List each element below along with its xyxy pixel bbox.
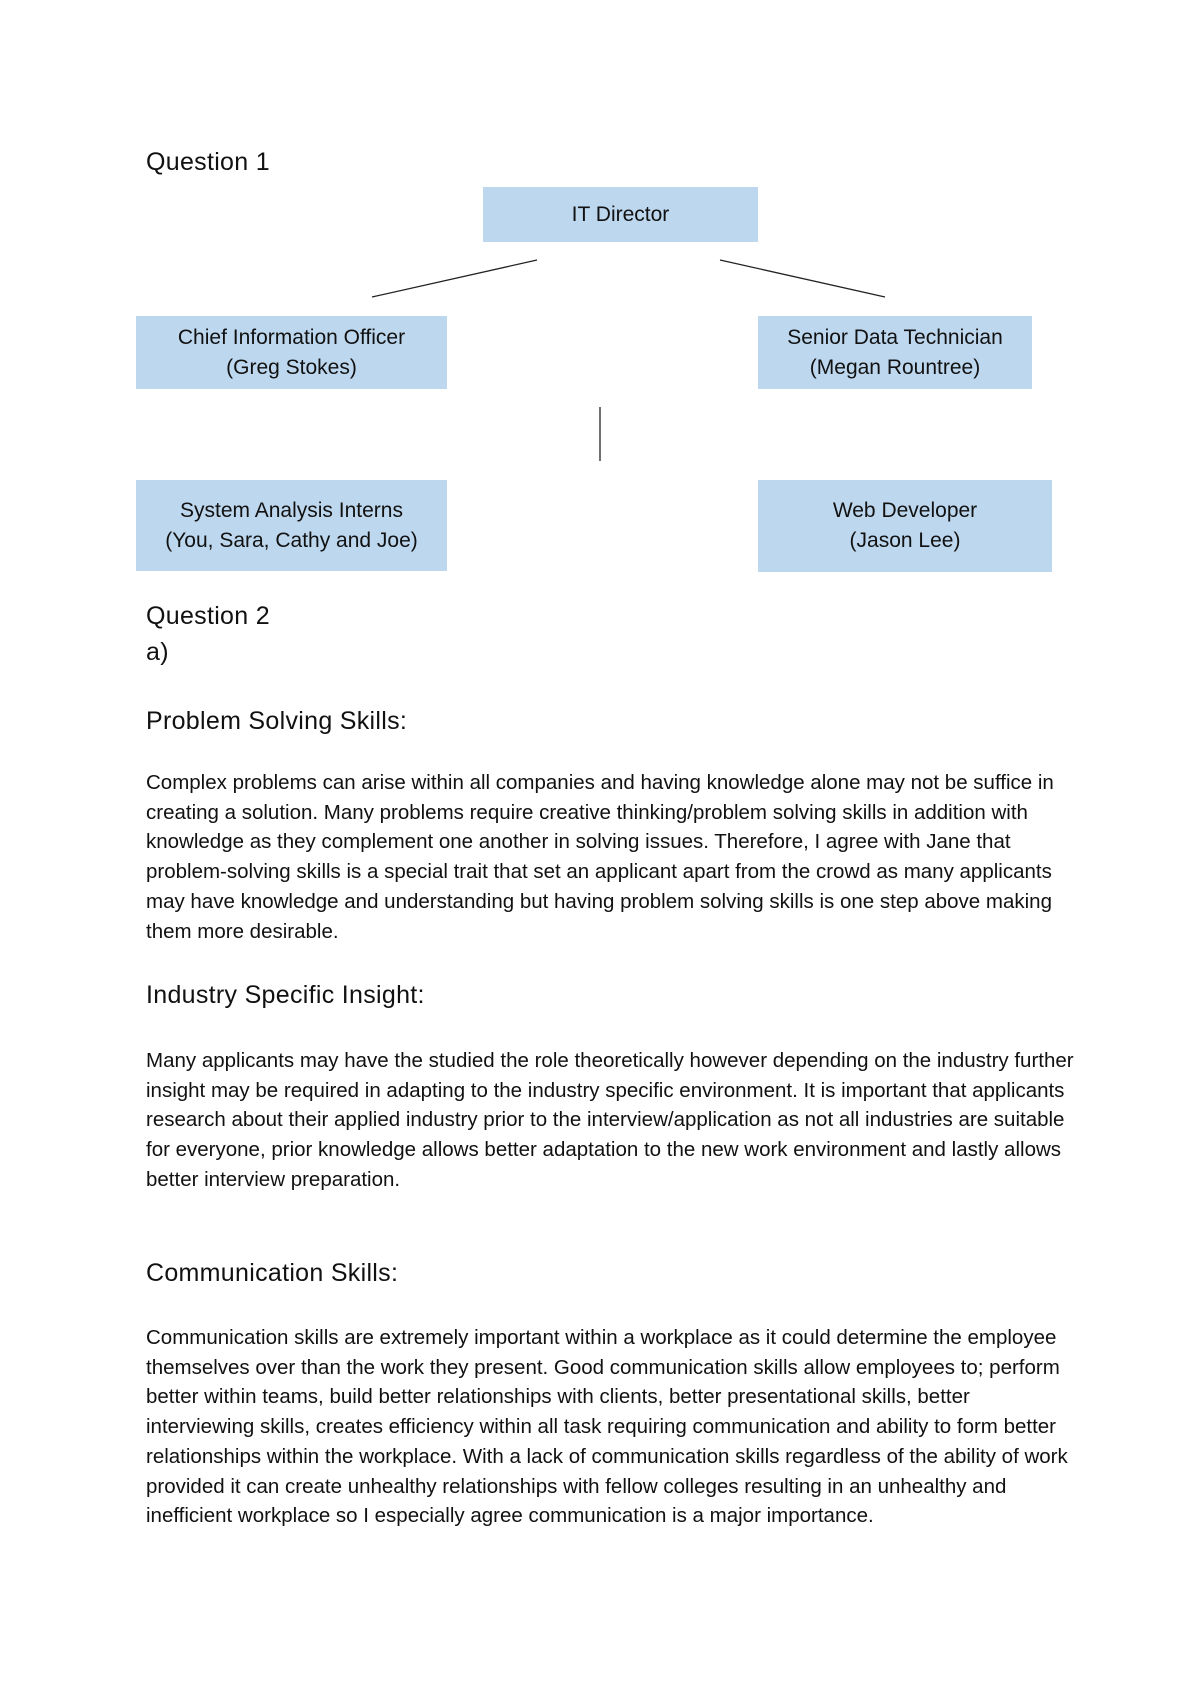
box-chief-information-officer <box>136 316 447 389</box>
section-title-problem-solving: Problem Solving Skills: <box>146 707 408 735</box>
section-body-industry-insight: Many applicants may have the studied the role theoretically however depending on the industry further insight may be required in adapting to the industry specific environment. It is important that applicants research about their applied industry prior to the interview/application as not all industries are suitable for everyone, prior knowledge allows better adaptation to the new work environment and lastly allows better interview preparation. <box>146 1049 1074 1191</box>
senior-tech-name: (Megan Rountree) <box>809 355 981 379</box>
question-2-heading: Question 2 <box>146 602 270 630</box>
box-senior-data-technician <box>758 316 1032 389</box>
interns-name: (You, Sara, Cathy and Joe) <box>165 528 418 552</box>
org-chart-connectors <box>0 0 1200 520</box>
cio-name: (Greg Stokes) <box>226 355 357 379</box>
section-body-problem-solving: Complex problems can arise within all companies and having knowledge alone may not be suffice in creating a solution. Many problems require creative thinking/problem solving skills in addition with knowledge as they complement one another in solving issues. Therefore, I agree with Jane that problem-solving skills is a special trait that set an applicant apart from the crowd as many applicants may have knowledge and understanding but having problem solving skills is one step above making them more desirable. <box>146 771 1054 943</box>
question-2-part-label: a) <box>146 638 169 666</box>
connector-director-to-cio <box>372 260 537 297</box>
section-body-communication: Communication skills are extremely important within a workplace as it could determine the employee themselves over than the work they present. Good communication skills allow employees to; perform better within teams, build better relationships with clients, better presentational skills, better interviewing skills, creates efficiency within all task requiring communication and ability to form better relationships within the workplace. With a lack of communication skills regardless of the ability of work provided it can create unhealthy relationships with fellow colleges resulting in an unhealthy and inefficient workplace so I especially agree communication is a major importance. <box>146 1326 1068 1528</box>
connector-director-to-technician <box>720 260 885 297</box>
box-system-analysis-interns <box>136 480 447 571</box>
question-1-heading: Question 1 <box>146 148 270 176</box>
section-title-industry-insight: Industry Specific Insight: <box>146 981 425 1009</box>
interns-title: System Analysis Interns <box>180 498 403 522</box>
web-dev-title: Web Developer <box>832 499 978 522</box>
senior-tech-title: Senior Data Technician <box>787 325 1003 349</box>
web-dev-name: (Jason Lee) <box>849 529 961 552</box>
section-title-communication: Communication Skills: <box>146 1259 399 1287</box>
box-it-director <box>483 187 758 242</box>
box-web-developer <box>758 480 1052 572</box>
cio-title: Chief Information Officer <box>177 325 406 349</box>
it-director-label: IT Director <box>571 202 670 226</box>
